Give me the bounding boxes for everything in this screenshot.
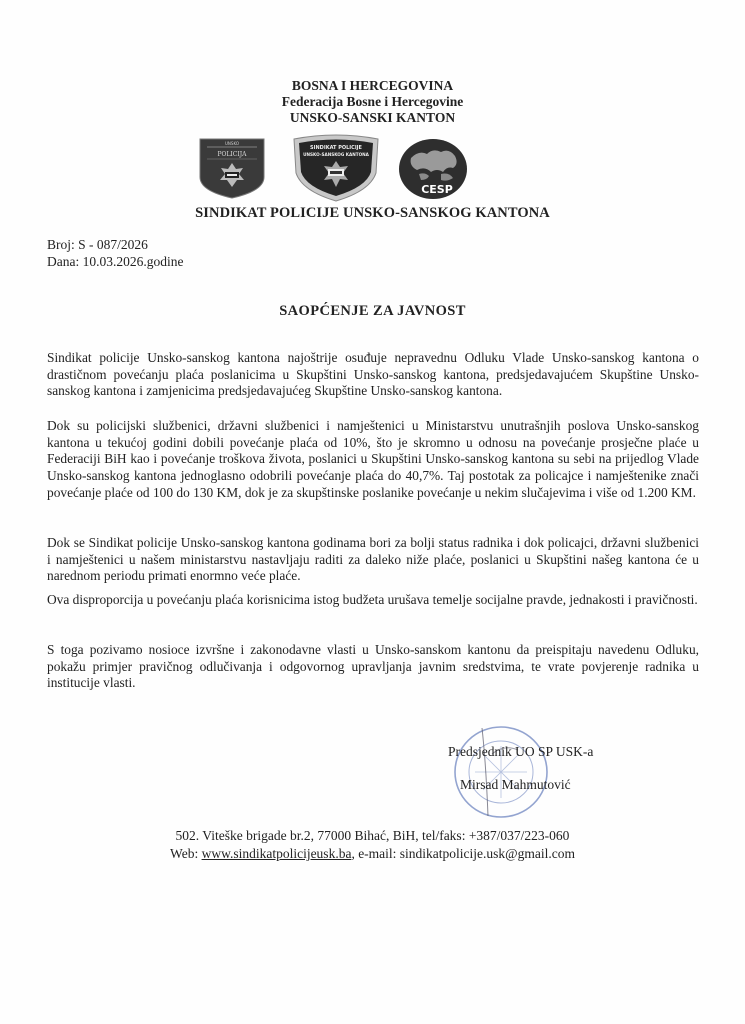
email-text: , e-mail: sindikatpolicije.usk@gmail.com bbox=[351, 846, 575, 861]
logos-row bbox=[0, 133, 745, 205]
document-date: Dana: 10.03.2026.godine bbox=[47, 254, 184, 269]
website-link[interactable]: www.sindikatpolicijeusk.ba bbox=[201, 846, 352, 861]
header-federation: Federacija Bosne i Hercegovine bbox=[281, 94, 464, 109]
svg-text:UNSKO: UNSKO bbox=[224, 141, 240, 146]
header-canton: UNSKO-SANSKI KANTON bbox=[289, 110, 456, 125]
footer-contact bbox=[0, 845, 745, 862]
signatory-title: Predsjednik UO SP USK-a bbox=[448, 744, 594, 759]
svg-text:POLICIJA: POLICIJA bbox=[217, 151, 247, 158]
web-label: Web: bbox=[170, 846, 202, 861]
union-shield-logo-icon bbox=[290, 133, 382, 203]
police-badge-logo-icon bbox=[197, 137, 267, 199]
signatory-name: Mirsad Mahmutović bbox=[460, 777, 571, 792]
paragraph: Dok su policijski službenici, državni službenici i namještenici u Ministarstvu unutrašnjih poslova Unsko-sanskog kantona u tekućoj godini dobili povećanje plaća od 10%, što je skromno u odnosu na povećanje prosječne plaće u Federaciji BiH kao i povećanje troškova života, poslanici u Skupštini Unsko-sanskog kantona su sebi na prijedlog Vlade Unsko-sanskog kantona jednoglasno odobrili povećanje plaća do 40,7%. Taj postotak za policajce i namještenike znači povećanje plaće od 100 do 130 KM, dok je za skupštinske poslanike povećanje u nekim slučajevima i više od 1.200 KM. bbox=[47, 418, 699, 500]
official-stamp-icon bbox=[452, 724, 550, 820]
svg-text:CESP: CESP bbox=[421, 183, 453, 196]
svg-text:UNSKO-SANSKOG KANTONA: UNSKO-SANSKOG KANTONA bbox=[303, 152, 369, 157]
document-title: SAOPĆENJE ZA JAVNOST bbox=[279, 303, 466, 319]
paragraph: Sindikat policije Unsko-sanskog kantona najoštrije osuđuje nepravednu Odluku Vlade Unsko-sanskog kantona o drastičnom povećanju plaća poslanicima u Skupštini Unsko-sanskog kantona, predsjedavajućem Skupštine Unsko-sanskog kantona i zamjenicima predsjedavajućeg Skupštine Unsko-sanskog kantona. bbox=[47, 350, 699, 399]
cesp-globe-logo-icon bbox=[397, 138, 469, 200]
paragraph: Ova disproporcija u povećanju plaća korisnicima istog budžeta urušava temelje socijalne pravde, jednakosti i pravičnosti. bbox=[47, 592, 698, 607]
paragraph: S toga pozivamo nosioce izvršne i zakonodavne vlasti u Unsko-sanskom kantonu da preispitaju navedenu Odluku, pokažu primjer pravičnog odlučivanja i odgovornog upravljanja javnim sredstvima, te vrate povjerenje radnika u institucije vlasti. bbox=[47, 642, 699, 691]
header-country: BOSNA I HERCEGOVINA bbox=[291, 78, 454, 93]
signature-block bbox=[430, 720, 620, 820]
organization-name: SINDIKAT POLICIJE UNSKO-SANSKOG KANTONA bbox=[195, 205, 550, 221]
document-number: Broj: S - 087/2026 bbox=[47, 237, 148, 252]
footer-address: 502. Viteške brigade br.2, 77000 Bihać, BiH, tel/faks: +387/037/223-060 bbox=[175, 828, 570, 843]
paragraph: Dok se Sindikat policije Unsko-sanskog kantona godinama bori za bolji status radnika i dok policajci, državni službenici i namještenici u našem ministarstvu nastavljaju raditi za daleko niže plaće, poslanici u Skupštini našeg kantona će u narednom periodu primati enormno veće plaće. bbox=[47, 535, 699, 584]
svg-text:SINDIKAT POLICIJE: SINDIKAT POLICIJE bbox=[310, 145, 362, 151]
